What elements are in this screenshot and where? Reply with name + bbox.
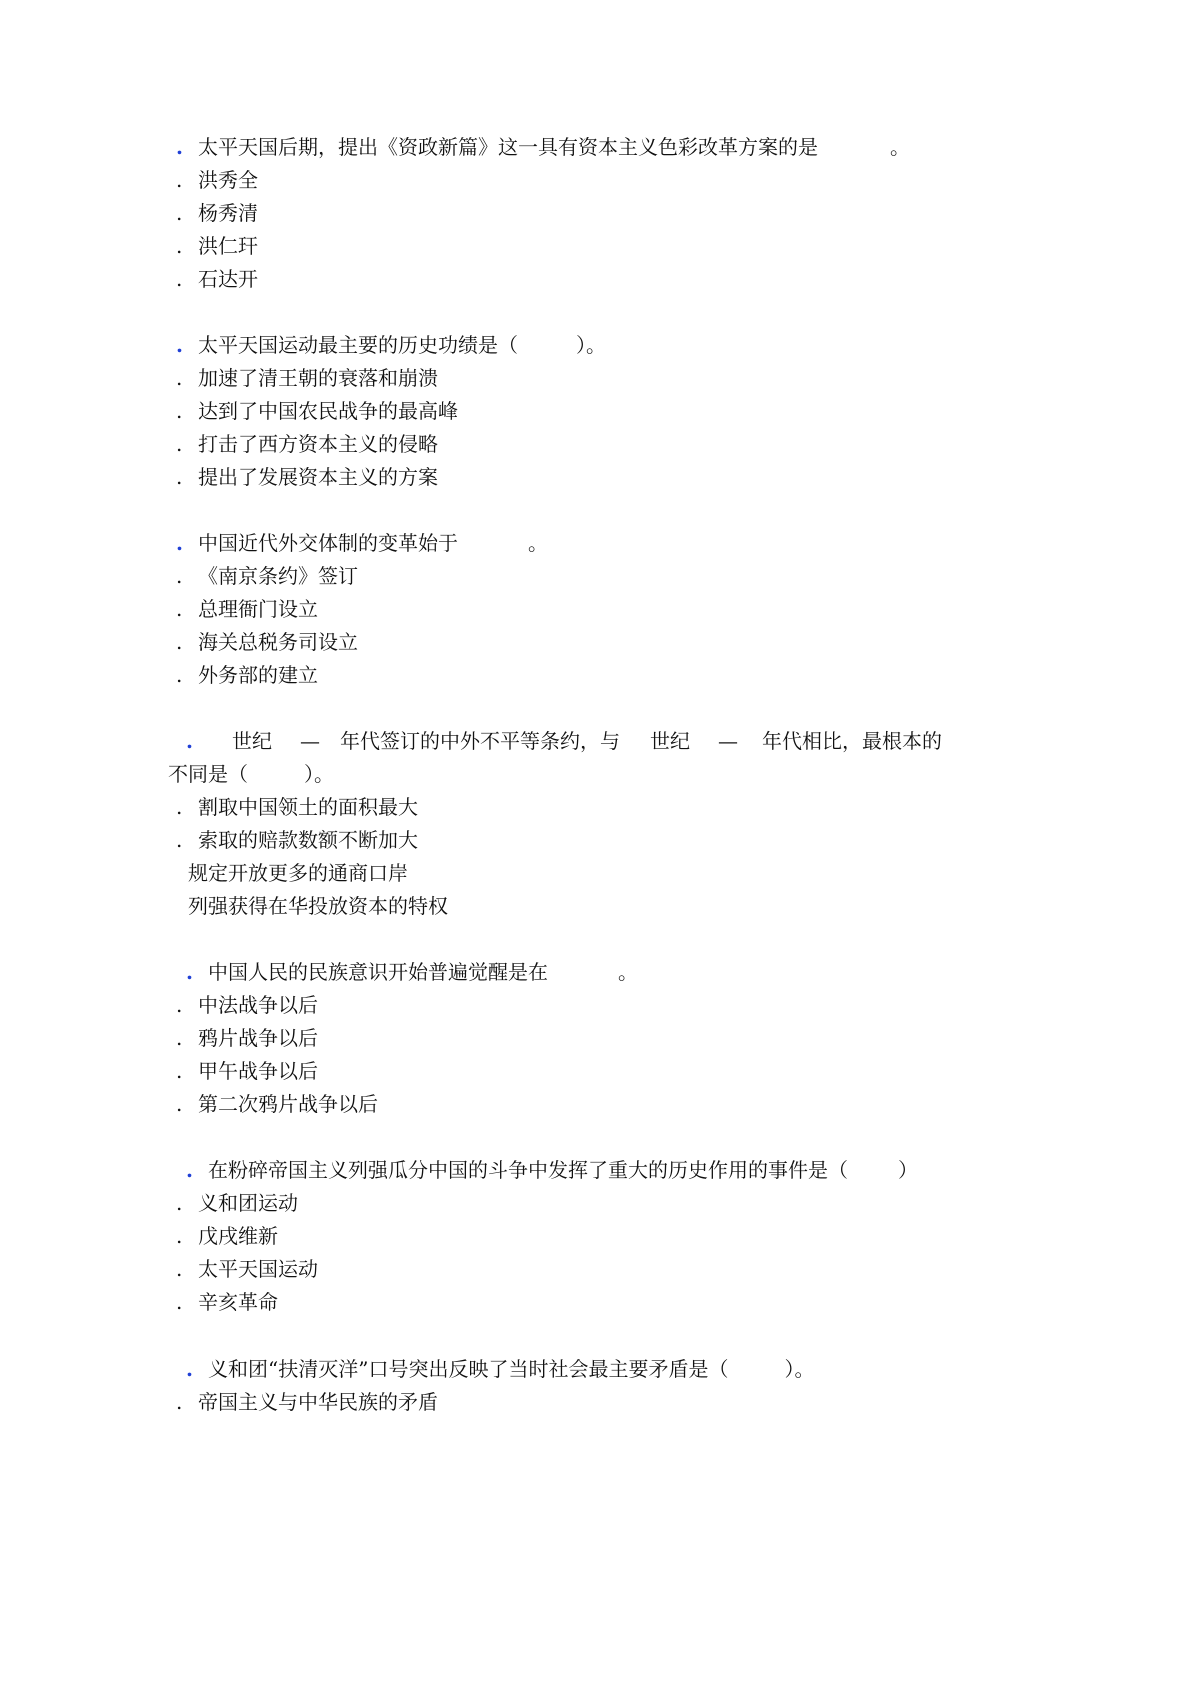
option-marker: . [176,597,183,621]
option-text: 帝国主义与中华民族的矛盾 [198,1390,438,1414]
stem-part: — [300,729,320,753]
question-7-stem [186,1355,814,1383]
option-marker: . [176,1257,183,1281]
stem-part: 世纪 [650,729,690,753]
option-marker: . [176,1224,183,1248]
question-tail: ）。 [576,333,606,357]
option-text: 索取的赔款数额不断加大 [198,828,418,852]
option-text: 洪秀全 [198,168,258,192]
question-4-option-a [176,793,418,821]
question-text: 中国近代外交体制的变革始于 [198,531,458,555]
question-marker: . [186,960,193,984]
option-marker: . [176,366,183,390]
question-4-option-b [176,826,418,854]
option-text: 割取中国领土的面积最大 [198,795,418,819]
question-marker: . [176,135,183,159]
question-marker: . [176,333,183,357]
option-marker: . [176,828,183,852]
question-5-option-a [176,991,318,1019]
question-text: 太平天国运动最主要的历史功绩是（ [198,333,518,357]
question-text: 太平天国后期，提出《资政新篇》这一具有资本主义色彩改革方案的是 [198,135,818,159]
question-text: 中国人民的民族意识开始普遍觉醒是在 [208,960,548,984]
option-marker: . [176,432,183,456]
question-4-stem-line2 [168,760,334,788]
option-marker: . [176,663,183,687]
question-2-option-a [176,364,438,392]
option-marker: . [176,1059,183,1083]
question-text: 不同是（ [168,762,248,786]
question-marker: . [176,531,183,555]
option-text: 打击了西方资本主义的侵略 [198,432,438,456]
question-1-stem [176,133,910,161]
question-6-option-c [176,1255,318,1283]
option-text: 加速了清王朝的衰落和崩溃 [198,366,438,390]
option-marker: . [176,1191,183,1215]
question-3-stem [176,529,548,557]
question-2-option-b [176,397,458,425]
question-1-option-b [176,199,258,227]
question-text: 在粉碎帝国主义列强瓜分中国的斗争中发挥了重大的历史作用的事件是（ [208,1158,848,1182]
option-marker: . [176,399,183,423]
option-marker: . [176,1290,183,1314]
question-2-option-c [176,430,438,458]
option-marker: . [176,630,183,654]
question-marker: . [186,1357,193,1381]
option-marker: . [176,201,183,225]
question-tail: 。 [618,960,638,984]
option-text: 中法战争以后 [198,993,318,1017]
question-1-option-d [176,265,258,293]
option-text: 列强获得在华投放资本的特权 [188,894,448,918]
option-marker: . [176,168,183,192]
question-1-option-a [176,166,258,194]
question-tail: 。 [528,531,548,555]
option-text: 杨秀清 [198,201,258,225]
question-4-option-d [188,892,448,920]
option-text: 太平天国运动 [198,1257,318,1281]
option-text: 义和团运动 [198,1191,298,1215]
option-marker: . [176,234,183,258]
question-3-option-b [176,595,318,623]
option-marker: . [176,465,183,489]
stem-part: — [718,729,738,753]
option-text: 提出了发展资本主义的方案 [198,465,438,489]
question-marker: . [186,729,193,753]
question-1-option-c [176,232,258,260]
option-text: 戊戌维新 [198,1224,278,1248]
option-text: 鸦片战争以后 [198,1026,318,1050]
question-3-option-c [176,628,358,656]
option-marker: . [176,1026,183,1050]
question-2-stem [176,331,606,359]
option-text: 洪仁玕 [198,234,258,258]
question-5-stem [186,958,638,986]
question-tail: 。 [890,135,910,159]
question-tail: ） [898,1158,918,1182]
option-text: 《南京条约》签订 [198,564,358,588]
option-marker: . [176,1390,183,1414]
option-marker: . [176,993,183,1017]
option-text: 外务部的建立 [198,663,318,687]
question-6-option-d [176,1288,278,1316]
option-marker: . [176,1092,183,1116]
option-text: 规定开放更多的通商口岸 [188,861,408,885]
question-text: 义和团“扶清灭洋”口号突出反映了当时社会最主要矛盾是（ [208,1357,729,1381]
question-2-option-d [176,463,438,491]
option-text: 第二次鸦片战争以后 [198,1092,378,1116]
option-marker: . [176,564,183,588]
question-6-option-a [176,1189,298,1217]
question-5-option-d [176,1090,378,1118]
option-text: 总理衙门设立 [198,597,318,621]
question-5-option-c [176,1057,318,1085]
option-text: 甲午战争以后 [198,1059,318,1083]
option-text: 达到了中国农民战争的最高峰 [198,399,458,423]
stem-part: 世纪 [232,729,272,753]
question-4-option-c [188,859,408,887]
question-3-option-a [176,562,358,590]
question-3-option-d [176,661,318,689]
question-6-stem [186,1156,918,1184]
option-marker: . [176,267,183,291]
question-marker: . [186,1158,193,1182]
stem-part: 年代签订的中外不平等条约，与 [340,729,620,753]
question-4-stem [186,727,942,755]
question-5-option-b [176,1024,318,1052]
option-marker: . [176,795,183,819]
option-text: 石达开 [198,267,258,291]
question-tail: ）。 [304,762,334,786]
option-text: 海关总税务司设立 [198,630,358,654]
question-tail: ）。 [784,1357,815,1381]
question-6-option-b [176,1222,278,1250]
option-text: 辛亥革命 [198,1290,278,1314]
question-7-option-a [176,1388,438,1416]
stem-part: 年代相比，最根本的 [762,729,942,753]
